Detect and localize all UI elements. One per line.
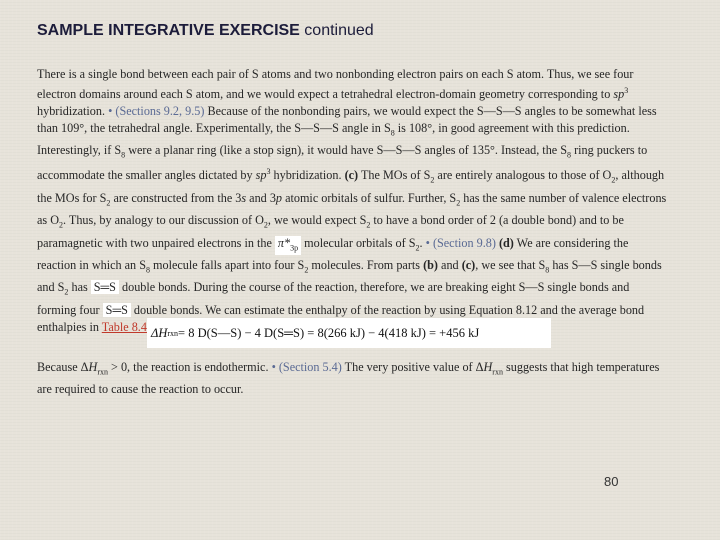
rxn-subscript: rxn (492, 367, 503, 377)
text: , we see that S (475, 257, 546, 272)
subscript: 2 (430, 175, 435, 185)
text: > 0, the reaction is endothermic. (107, 360, 272, 374)
text: double bonds. We can estimate the enthalpy of the reaction by using Equation 8.12 and the average bond enthalpies in (37, 302, 645, 334)
text: molecule falls apart into four S (149, 257, 305, 272)
subscript: 2 (304, 265, 309, 275)
text: molecular orbitals of S (301, 235, 416, 250)
subscript: 8 (545, 265, 550, 275)
text: We are considering the reaction in which an S (37, 235, 629, 272)
text: suggests that high temperatures are required to cause the reaction to occur. (37, 360, 660, 397)
text: and (437, 257, 462, 272)
text: and 3 (246, 190, 276, 205)
text: hybridization. (37, 103, 109, 118)
h-symbol: H (88, 360, 98, 374)
enthalpy-equation (147, 318, 551, 348)
subscript: 2 (106, 198, 111, 208)
text: were a planar ring (like a stop sign), it would have S—S—S angles of 135°. Instead, the S (125, 143, 568, 158)
title-bold: SAMPLE INTEGRATIVE EXERCISE (37, 22, 300, 39)
text: atomic orbitals of sulfur. Further, S (282, 190, 457, 205)
table-8-4-link[interactable]: Table 8.4 (101, 319, 147, 334)
s-double-bond-symbol: S═S (91, 280, 119, 294)
delta-h: ΔH (151, 325, 168, 340)
subscript: 2 (59, 220, 64, 230)
text: Because of the nonbonding pairs, we would expect the S—S—S angles to be somewhat less than 109°, the tetrahedral angle. Experimentally, the S—S—S angle in S (37, 103, 657, 135)
subscript: 2 (263, 220, 268, 230)
text: hybridization. (270, 168, 345, 183)
subscript: 8 (121, 150, 126, 160)
part-b-label: (b) (423, 257, 438, 272)
h-symbol: H (483, 360, 493, 374)
subscript: 8 (145, 265, 150, 275)
subscript: 2 (64, 287, 69, 297)
subscript: 2 (456, 198, 461, 208)
equation-rest: = 8 D(S—S) − 4 D(S═S) = 8(266 kJ) − 4(418 kJ) = +456 kJ (178, 325, 480, 340)
pi-star: π* (277, 235, 291, 250)
exercise-body (37, 66, 667, 335)
page-number: 80 (604, 474, 619, 489)
subscript: 2 (366, 220, 371, 230)
sp3-superscript: 3 (624, 85, 629, 95)
sp3-label: sp (613, 86, 625, 101)
text: molecules. From parts (308, 257, 424, 272)
text: . Thus, by analogy to our discussion of O (63, 213, 264, 228)
text: The MOs of S (358, 168, 431, 183)
orbital-p: p (275, 190, 283, 205)
section-ref-5-4[interactable]: • (Section 5.4) (271, 360, 342, 374)
text: is 108°, in good agreement with this prediction. Interestingly, if S (37, 120, 630, 158)
conclusion-text (37, 359, 667, 398)
subscript: 8 (567, 150, 572, 160)
s-double-bond-symbol: S═S (103, 303, 131, 317)
title-rest: continued (299, 22, 374, 39)
text: has the same number of valence electrons as O (37, 190, 667, 228)
subscript: 2 (415, 243, 420, 252)
text: , we would expect S (267, 213, 367, 228)
slide-title (37, 22, 374, 40)
rxn-subscript: rxn (167, 328, 179, 338)
text: . (419, 235, 426, 250)
text: , although the MOs for S (37, 168, 665, 205)
subscript: 2 (611, 175, 616, 185)
text: to have a bond order of 2 (a double bond) and to be paramagnetic with two unpaired electrons in the (37, 213, 624, 250)
text: Because Δ (37, 360, 89, 374)
part-d-label: (d) (495, 235, 514, 250)
subscript: 8 (390, 128, 395, 138)
pi-star-3p-symbol (275, 236, 301, 255)
text: are entirely analogous to those of O (434, 168, 612, 183)
sp3-superscript: 3 (266, 167, 271, 177)
orbital-s: s (241, 190, 247, 205)
text: double bonds. During the course of the reaction, therefore, we are breaking eight S—S single bonds and forming four (37, 280, 630, 317)
section-ref-9-2-9-5[interactable]: • (Sections 9.2, 9.5) (108, 103, 205, 118)
text: There is a single bond between each pair of S atoms and two nonbonding electron pairs on each S atom. Thus, we see four electron domains around each S atom, and we would expect a tetrahedral electron-domain geometry corresponding to (37, 67, 634, 101)
text: The very positive value of Δ (341, 360, 484, 374)
pi-subscript: 3p (290, 243, 299, 252)
sp3-label: sp (255, 168, 267, 183)
part-c-label: (c) (461, 257, 476, 272)
part-c-label: (c) (344, 168, 359, 183)
text: has (68, 280, 91, 295)
section-ref-9-8[interactable]: • (Section 9.8) (425, 235, 496, 250)
text: has S—S single bonds and S (37, 257, 662, 295)
text: are constructed from the 3 (110, 190, 242, 205)
text: ring puckers to accommodate the smaller angles dictated by (37, 143, 648, 183)
rxn-subscript: rxn (97, 367, 108, 377)
